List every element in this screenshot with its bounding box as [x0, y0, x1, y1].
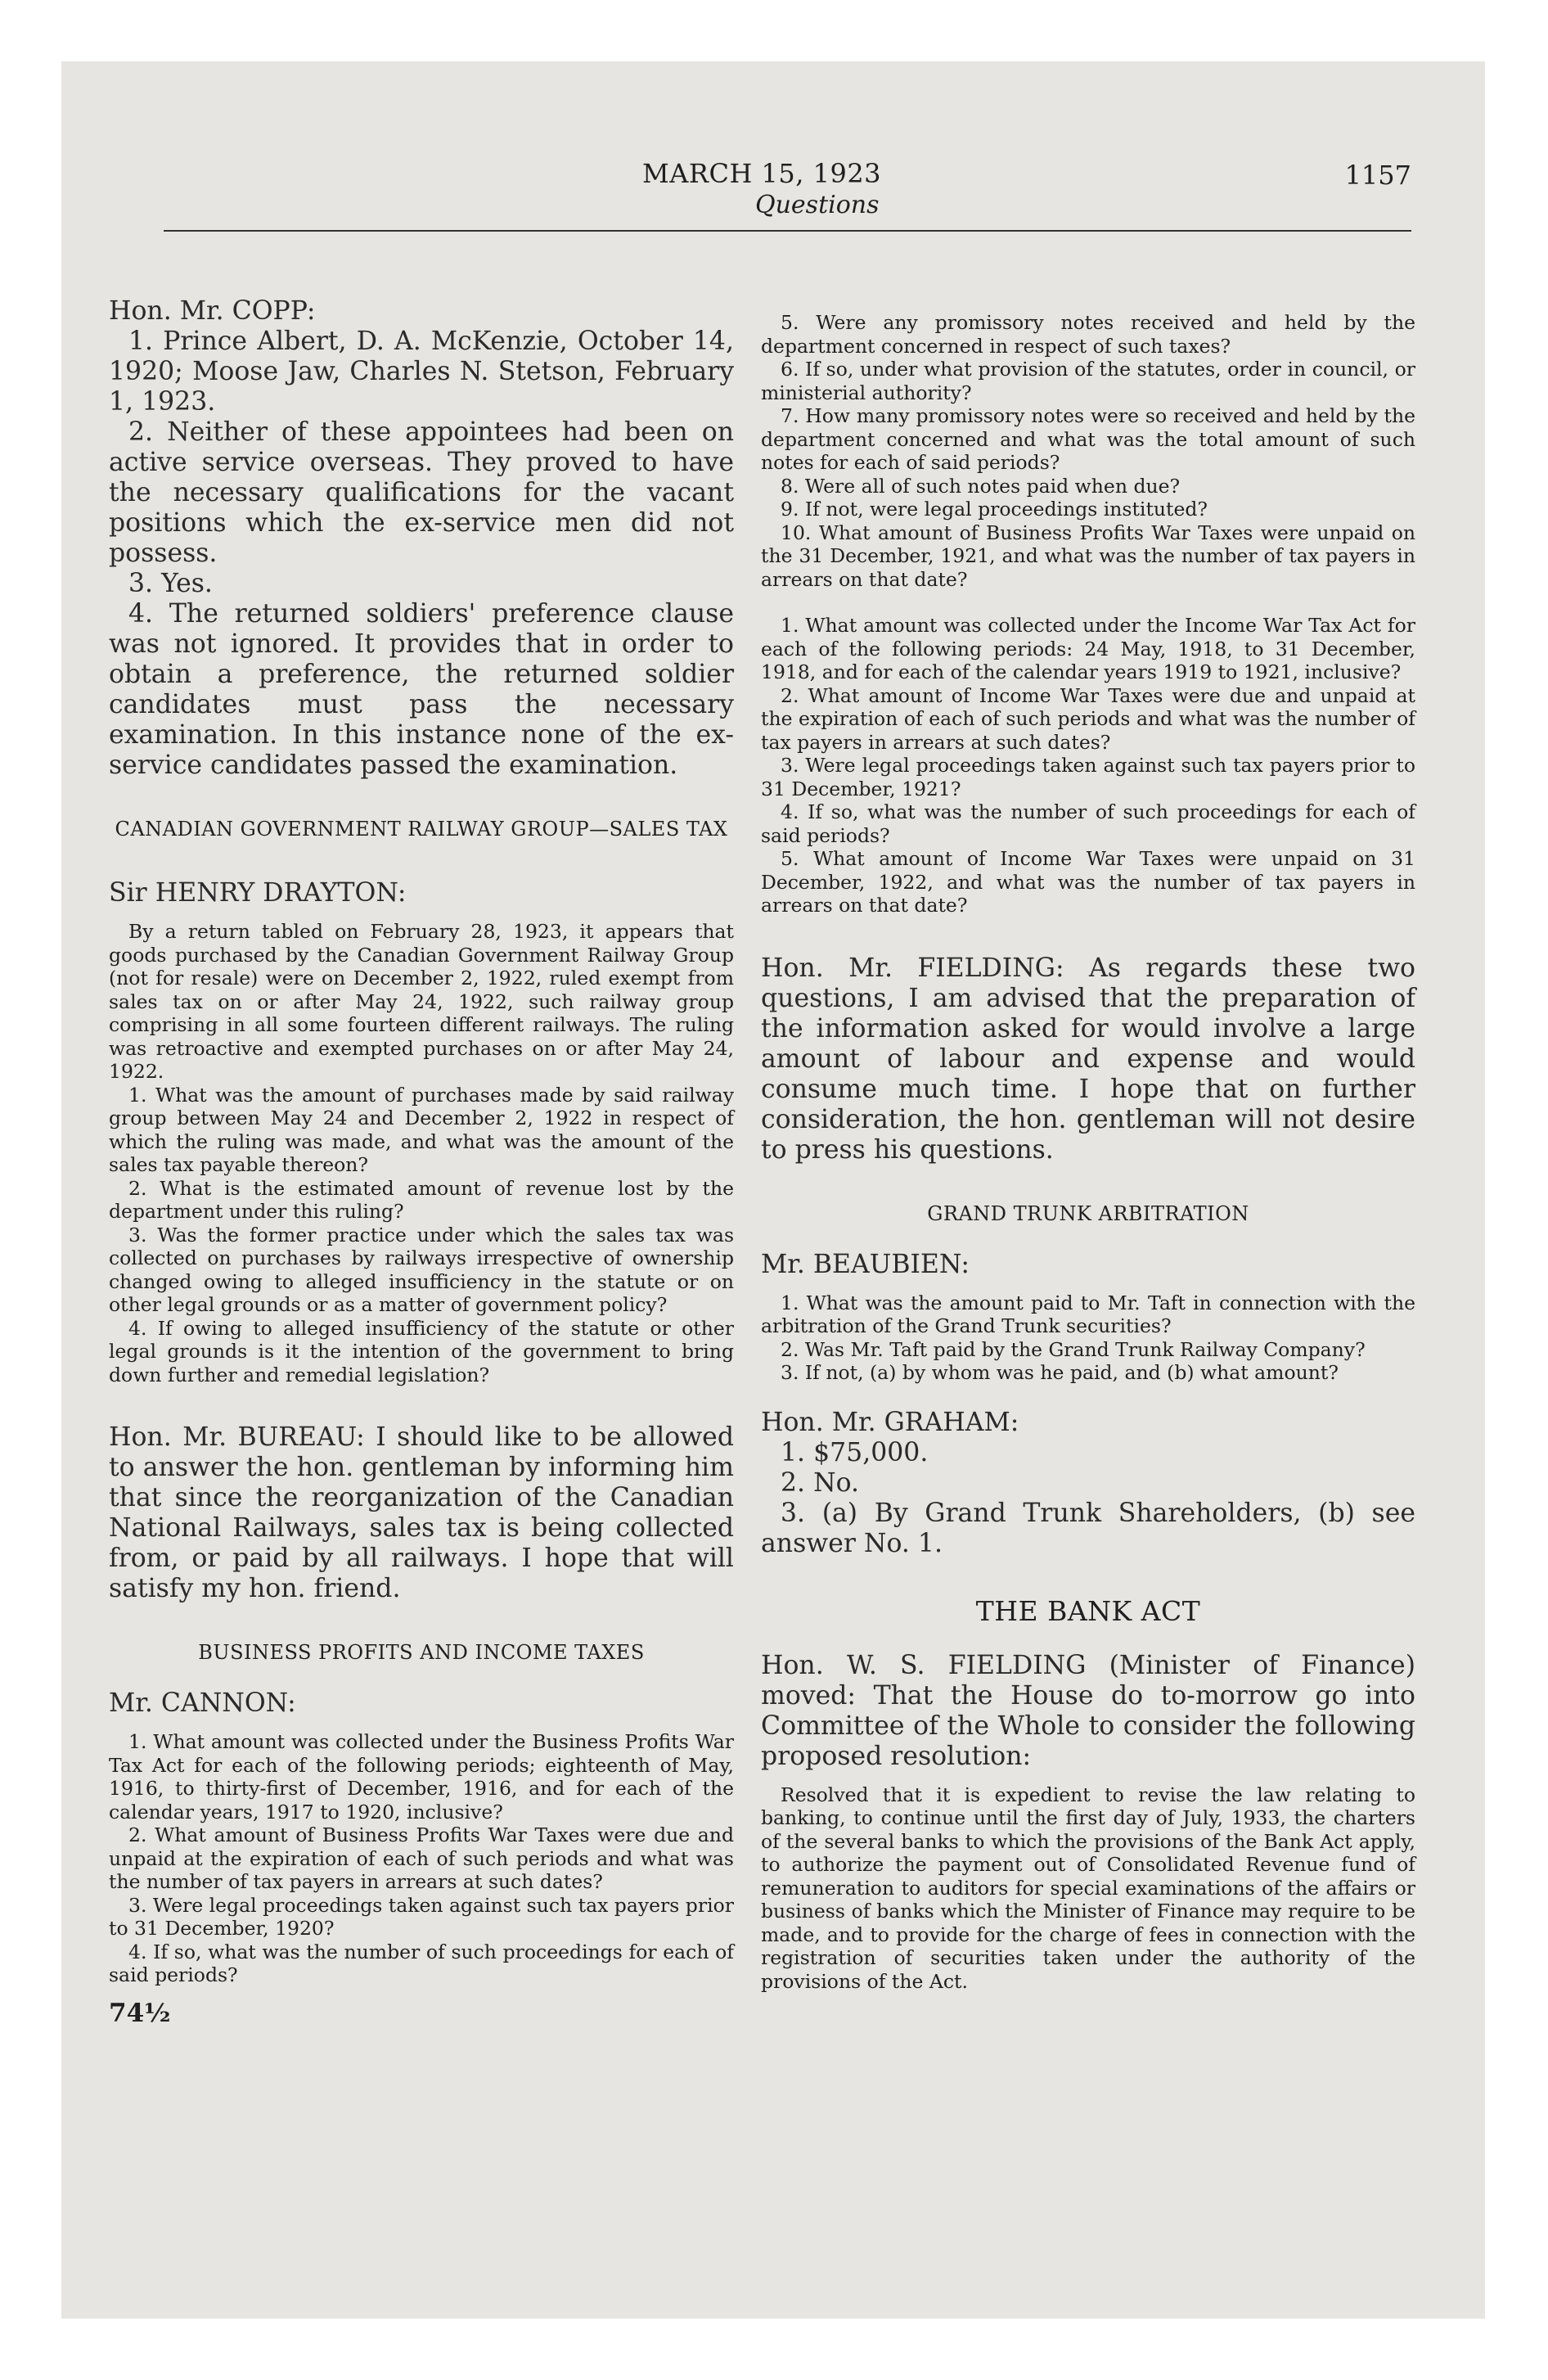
drayton-question-4: 4. If owing to alleged insufficiency of the statute or other legal grounds is it the intention of the government to bring down further and remedial legislation? [109, 1316, 734, 1386]
graham-answer-3: 3. (a) By Grand Trunk Shareholders, (b) see answer No. 1. [761, 1498, 1415, 1558]
graham-answer-2: 2. No. [781, 1467, 860, 1498]
left-column [109, 237, 734, 2028]
beaubien-question-2: 2. Was Mr. Taft paid by the Grand Trunk Railway Company? [781, 1337, 1366, 1361]
bank-act-resolution: Resolved that it is expedient to revise the law relating to banking, to continue until the first day of July, 1933, the charters of the several banks to which the provisions of the Bank Act apply, to authorize the payment out of Consolidated Revenue fund of remuneration to auditors for special examinations of the affairs or business of banks which the Minister of Finance may require to be made, and to provide for the charge of fees in connection with the registration of securities taken under the authority of the provisions of the Act. [761, 1783, 1415, 1993]
speaker-cannon: Mr. CANNON: [109, 1688, 296, 1718]
fielding-motion: Hon. W. S. FIELDING (Minister of Finance) moved: That the House do to-morrow go into Committee of the Whole to consider the following proposed resolution: [761, 1650, 1415, 1771]
question-6: 6. If so, under what provision of the statutes, order in council, or ministerial authority? [761, 358, 1415, 404]
question-9: 9. If not, were legal proceedings instituted? [781, 498, 1208, 521]
question-7: 7. How many promissory notes were so received and held by the department concerned and what was the total amount of such notes for each of said periods? [761, 404, 1415, 474]
answer-copp-1: 1. Prince Albert, D. A. McKenzie, October 14, 1920; Moose Jaw, Charles N. Stetson, February 1, 1923. [109, 327, 734, 417]
speaker-drayton: Sir HENRY DRAYTON: [109, 878, 407, 908]
answer-copp-3: 3. Yes. [128, 569, 213, 598]
heading-grand-trunk: GRAND TRUNK ARBITRATION [927, 1201, 1249, 1225]
graham-answer-1: 1. $75,000. [781, 1437, 929, 1467]
speaker-beaubien: Mr. BEAUBIEN: [761, 1249, 970, 1279]
speaker-graham: Hon. Mr. GRAHAM: [761, 1407, 1019, 1437]
beaubien-question-1: 1. What was the amount paid to Mr. Taft in connection with the arbitration of the Grand Trunk securities? [761, 1291, 1415, 1337]
drayton-intro: By a return tabled on February 28, 1923, it appears that goods purchased by the Canadian Government Railway Group (not for resale) were on December 2, 1922, ruled exempt from sales tax on or after May 24, 1922, such railway group comprising in all some fourteen different railways. The ruling was retroactive and exempted purchases on or after May 24, 1922. [109, 920, 734, 1083]
page-number: 1157 [1344, 160, 1411, 191]
heading-bank-act: THE BANK ACT [975, 1594, 1201, 1627]
income-question-5: 5. What amount of Income War Taxes were unpaid on 31 December, 1922, and what was the number of tax payers in arrears on that date? [761, 847, 1415, 917]
speaker-copp: Hon. Mr. COPP: [109, 296, 316, 326]
heading-business-profits: BUSINESS PROFITS AND INCOME TAXES [198, 1641, 645, 1664]
answer-copp-4: 4. The returned soldiers' preference clause was not ignored. It provides that in order to obtain a preference, the returned soldier candidates must pass the necessary examination. In this instance none of the ex-service candidates passed the examination. [109, 599, 734, 780]
section-title: Questions [755, 191, 880, 219]
page-date: MARCH 15, 1923 [642, 158, 882, 189]
right-column [761, 237, 1415, 1993]
drayton-question-3: 3. Was the former practice under which the sales tax was collected on purchases by railways irrespective of ownership changed owing to alleged insufficiency in the statute or on other legal grounds or as a matter of government policy? [109, 1223, 734, 1316]
question-10: 10. What amount of Business Profits War Taxes were unpaid on the 31 December, 1921, and what was the number of tax payers in arrears on that date? [761, 521, 1415, 591]
income-question-2: 2. What amount of Income War Taxes were due and unpaid at the expiration of each of such periods and what was the number of tax payers in arrears at such dates? [761, 683, 1415, 754]
heading-railway-sales-tax: CANADIAN GOVERNMENT RAILWAY GROUP—SALES TAX [115, 818, 728, 841]
header-rule [164, 230, 1411, 232]
income-question-3: 3. Were legal proceedings taken against such tax payers prior to 31 December, 1921? [761, 754, 1415, 800]
cannon-question-1: 1. What amount was collected under the Business Profits War Tax Act for each of the following periods; eighteenth of May, 1916, to thirty-first of December, 1916, and for each of the calendar years, 1917 to 1920, inclusive? [109, 1730, 734, 1823]
income-question-1: 1. What amount was collected under the Income War Tax Act for each of the following periods: 24 May, 1918, to 31 December, 1918, and for each of the calendar years 1919 to 1921, inclusive? [761, 614, 1415, 683]
cannon-question-2: 2. What amount of Business Profits War Taxes were due and unpaid at the expiration of each of such periods and what was the number of tax payers in arrears at such dates? [109, 1823, 734, 1893]
answer-copp-2: 2. Neither of these appointees had been on active service overseas. They proved to have the necessary qualifications for the vacant positions which the ex-service men did not possess. [109, 417, 734, 568]
question-5: 5. Were any promissory notes received and held by the department concerned in respect of such taxes? [761, 311, 1415, 358]
cannon-question-4: 4. If so, what was the number of such proceedings for each of said periods? [109, 1940, 734, 1986]
drayton-question-2: 2. What is the estimated amount of revenue lost by the department under this ruling? [109, 1176, 734, 1223]
income-question-4: 4. If so, what was the number of such proceedings for each of said periods? [761, 800, 1415, 847]
beaubien-question-3: 3. If not, (a) by whom was he paid, and (b) what amount? [781, 1361, 1339, 1384]
scanned-page [61, 61, 1485, 2319]
cannon-question-3: 3. Were legal proceedings taken against such tax payers prior to 31 December, 1920? [109, 1893, 734, 1940]
signature-mark: 74½ [109, 1998, 171, 2028]
drayton-question-1: 1. What was the amount of purchases made by said railway group between May 24 and December 2, 1922 in respect of which the ruling was made, and what was the amount of the sales tax payable thereon? [109, 1083, 734, 1176]
question-8: 8. Were all of such notes paid when due? [781, 474, 1181, 498]
bureau-reply: Hon. Mr. BUREAU: I should like to be allowed to answer the hon. gentleman by informing him that since the reorganization of the Canadian National Railways, sales tax is being collected from, or paid by all railways. I hope that will satisfy my hon. friend. [109, 1422, 734, 1603]
fielding-reply: Hon. Mr. FIELDING: As regards these two questions, I am advised that the preparation of the information asked for would involve a large amount of labour and expense and would consume much time. I hope that on further consideration, the hon. gentleman will not desire to press his questions. [761, 953, 1415, 1165]
